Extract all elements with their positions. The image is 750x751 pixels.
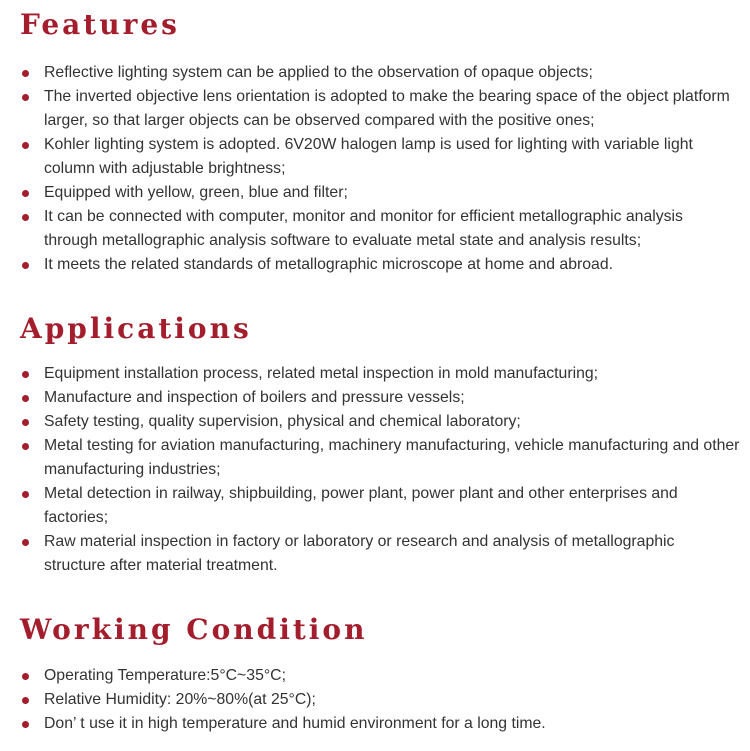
list-item bbox=[0, 61, 740, 85]
list-item-text: Reflective lighting system can be applied to the observation of opaque objects; bbox=[44, 64, 593, 81]
list-item bbox=[0, 253, 740, 277]
list-item bbox=[0, 181, 740, 205]
features-list bbox=[0, 61, 740, 277]
bullet-dot bbox=[22, 70, 29, 77]
bullet-dot bbox=[22, 539, 29, 546]
bullet-dot bbox=[22, 94, 29, 101]
list-item-text: Metal testing for aviation manufacturing, machinery manufacturing, vehicle manufacturing and other manufacturing industries; bbox=[44, 437, 740, 478]
list-item bbox=[0, 205, 740, 253]
list-item bbox=[0, 85, 740, 133]
bullet-dot bbox=[22, 190, 29, 197]
list-item bbox=[0, 664, 740, 688]
list-item bbox=[0, 482, 740, 530]
applications-list bbox=[0, 362, 740, 578]
list-item-text: It can be connected with computer, monitor and monitor for efficient metallographic analysis through metallographic analysis software to evaluate metal state and analysis results; bbox=[44, 208, 683, 249]
list-item-text: Metal detection in railway, shipbuilding, power plant, power plant and other enterprises and factories; bbox=[44, 485, 678, 526]
list-item-text: Equipped with yellow, green, blue and filter; bbox=[44, 184, 348, 201]
bullet-dot bbox=[22, 214, 29, 221]
list-item bbox=[0, 362, 740, 386]
bullet-dot bbox=[22, 443, 29, 450]
list-item-text: Safety testing, quality supervision, physical and chemical laboratory; bbox=[44, 413, 521, 430]
list-item bbox=[0, 688, 740, 712]
list-item bbox=[0, 434, 740, 482]
list-item-text: Operating Temperature:5°C~35°C; bbox=[44, 667, 286, 684]
working-condition-heading: Working Condition bbox=[20, 613, 368, 646]
applications-heading: Applications bbox=[20, 312, 252, 345]
list-item-text: It meets the related standards of metallographic microscope at home and abroad. bbox=[44, 256, 614, 273]
list-item bbox=[0, 712, 740, 736]
bullet-dot bbox=[22, 395, 29, 402]
list-item bbox=[0, 530, 740, 578]
list-item-text: Don’ t use it in high temperature and humid environment for a long time. bbox=[44, 715, 546, 732]
bullet-dot bbox=[22, 491, 29, 498]
list-item-text: Manufacture and inspection of boilers and pressure vessels; bbox=[44, 389, 465, 406]
list-item bbox=[0, 386, 740, 410]
list-item-text: Kohler lighting system is adopted. 6V20W halogen lamp is used for lighting with variable light column with adjustable brightness; bbox=[44, 136, 693, 177]
list-item-text: Raw material inspection in factory or laboratory or research and analysis of metallographic structure after material treatment. bbox=[44, 533, 675, 574]
bullet-dot bbox=[22, 697, 29, 704]
features-heading: Features bbox=[20, 8, 180, 41]
bullet-dot bbox=[22, 419, 29, 426]
bullet-dot bbox=[22, 262, 29, 269]
list-item bbox=[0, 133, 740, 181]
bullet-dot bbox=[22, 142, 29, 149]
bullet-dot bbox=[22, 371, 29, 378]
list-item bbox=[0, 410, 740, 434]
list-item-text: The inverted objective lens orientation is adopted to make the bearing space of the object platform larger, so that larger objects can be observed compared with the positive ones; bbox=[44, 88, 730, 129]
list-item-text: Relative Humidity: 20%~80%(at 25°C); bbox=[44, 691, 316, 708]
list-item-text: Equipment installation process, related metal inspection in mold manufacturing; bbox=[44, 365, 599, 382]
bullet-dot bbox=[22, 673, 29, 680]
working-condition-list bbox=[0, 664, 740, 736]
bullet-dot bbox=[22, 721, 29, 728]
